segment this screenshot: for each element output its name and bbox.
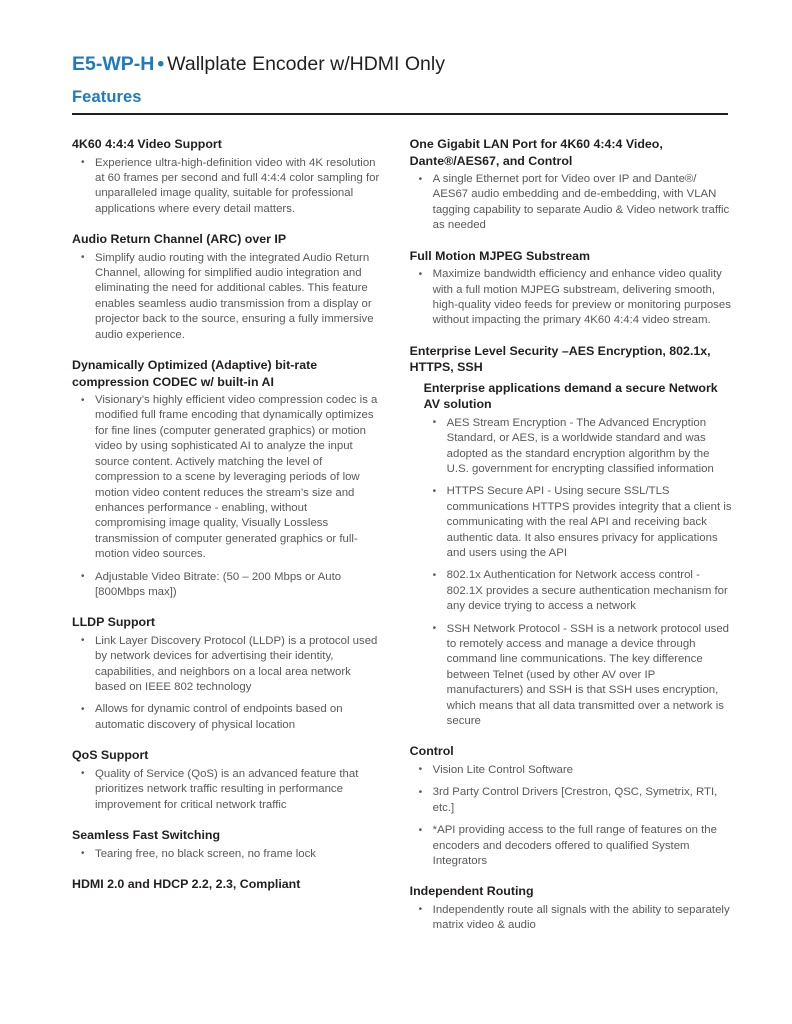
feature-block-independent-routing xyxy=(410,883,732,933)
list-item: • Visionary’s highly efficient video compression codec is a modified full frame encoding that dynamically optimizes for fine lines (computer generated graphics) or motion video by using sophisticated AI to analyze the input source content. Actively matching the level of compression to a scene by leveraging periods of low motion video content reduces the stream’s size and enhances performance - enabling, without compromising image quality, Visually Lossless transmission of computer generated graphics or full-motion video sources. xyxy=(72,393,380,562)
feature-bullet-list xyxy=(410,903,732,934)
list-item: • Adjustable Video Bitrate: (50 – 200 Mbps or Auto [800Mbps max]) xyxy=(72,570,380,601)
feature-heading: Full Motion MJPEG Substream xyxy=(409,248,591,263)
feature-block-dynamically-optimized-adaptive-bit-rate-compre xyxy=(72,357,380,600)
page-title xyxy=(72,52,728,76)
feature-heading: QoS Support xyxy=(72,748,149,763)
feature-bullet-list xyxy=(72,847,380,862)
list-item: • Independently route all signals with the ability to separately matrix video & audio xyxy=(410,903,732,934)
header-divider xyxy=(72,113,728,115)
feature-bullet-list xyxy=(410,267,732,329)
left-column xyxy=(72,136,380,934)
feature-bullet-list xyxy=(72,393,380,600)
list-item: • Experience ultra-high-definition video with 4K resolution at 60 frames per second and full 4:4:4 color sampling for unparalleled image quality, suitable for professional applications where every detail matters. xyxy=(72,156,380,218)
feature-block-enterprise-level-security-aes-encryption-802-1 xyxy=(410,343,732,730)
feature-bullet-list xyxy=(410,172,732,234)
list-item: • Link Layer Discovery Protocol (LLDP) is a protocol used by network devices for advertising their identity, capabilities, and neighbors on a local area network based on IEEE 802 technology xyxy=(72,634,380,696)
feature-bullet-list xyxy=(424,416,732,730)
feature-heading: Enterprise Level Security –AES Encryption, 802.1x, HTTPS, SSH xyxy=(409,343,711,375)
feature-heading: Independent Routing xyxy=(409,884,534,899)
feature-block-qos-support xyxy=(72,747,380,813)
list-item: • HTTPS Secure API - Using secure SSL/TLS communications HTTPS provides integrity that a client is communicating with the real API and receiving back authentic data. It also ensures privacy for applications and users using the API xyxy=(424,484,732,561)
title-separator: • xyxy=(157,53,165,75)
product-description: Wallplate Encoder w/HDMI Only xyxy=(167,53,445,75)
right-column xyxy=(410,136,732,934)
feature-bullet-list xyxy=(72,767,380,813)
feature-block-one-gigabit-lan-port-for-4k60-4-4-4-video-dant xyxy=(410,136,732,234)
feature-block-full-motion-mjpeg-substream xyxy=(410,248,732,329)
feature-heading: Audio Return Channel (ARC) over IP xyxy=(72,232,287,247)
feature-block-4k60-4-4-4-video-support xyxy=(72,136,380,217)
content-columns xyxy=(72,136,732,934)
feature-heading: One Gigabit LAN Port for 4K60 4:4:4 Video, Dante®/AES67, and Control xyxy=(409,137,663,168)
feature-block-seamless-fast-switching xyxy=(72,827,380,862)
list-item: • Tearing free, no black screen, no frame lock xyxy=(72,847,380,862)
section-heading-features: Features xyxy=(72,88,142,106)
list-item: • Simplify audio routing with the integrated Audio Return Channel, allowing for simplified audio integration and eliminating the need for additional cables. This feature enables seamless audio transmission from a display or projector back to the source, ensuring a fully immersive audio experience. xyxy=(72,251,380,343)
feature-bullet-list xyxy=(72,156,380,218)
feature-bullet-list xyxy=(72,634,380,733)
feature-block-lldp-support xyxy=(72,614,380,733)
product-model: E5-WP-H xyxy=(72,53,155,75)
feature-heading: 4K60 4:4:4 Video Support xyxy=(72,137,222,151)
feature-block-audio-return-channel-arc-over-ip xyxy=(72,231,380,343)
feature-heading: Dynamically Optimized (Adaptive) bit-rate compression CODEC w/ built-in AI xyxy=(72,358,318,389)
list-item: • Quality of Service (QoS) is an advanced feature that prioritizes network traffic resulting in performance improvement for critical network traffic xyxy=(72,767,380,813)
document-header xyxy=(72,52,728,115)
feature-heading: Control xyxy=(409,744,454,759)
feature-block-hdmi-2-0-and-hdcp-2-2-2-3-compliant xyxy=(72,876,380,893)
list-item: • 3rd Party Control Drivers [Crestron, QSC, Symetrix, RTI, etc.] xyxy=(410,785,732,816)
list-item: • AES Stream Encryption - The Advanced Encryption Standard, or AES, is a worldwide standard and was adopted as the standard encryption algorithm by the U.S. government for encrypting classified information xyxy=(424,416,732,478)
feature-subheading: Enterprise applications demand a secure Network AV solution xyxy=(423,380,718,412)
list-item: • Maximize bandwidth efficiency and enhance video quality with a full motion MJPEG substream, delivering smooth, high-quality video feeds for preview or monitoring purposes without impacting the primary 4K60 4:4:4 video stream. xyxy=(410,267,732,329)
list-item: • SSH Network Protocol - SSH is a network protocol used to remotely access and manage a device through command line communications. The key difference between Telnet (used by other AV over IP manufacturers) and SSH is that SSH uses encryption, which means that all data transmitted over a network is secure xyxy=(424,622,732,730)
list-item: • A single Ethernet port for Video over IP and Dante®/ AES67 audio embedding and de-embedding, with VLAN tagging capability to separate Audio & Video network traffic as needed xyxy=(410,172,732,234)
list-item: • *API providing access to the full range of features on the encoders and decoders offered to qualified System Integrators xyxy=(410,823,732,869)
feature-heading: Seamless Fast Switching xyxy=(72,828,221,842)
list-item: • 802.1x Authentication for Network access control - 802.1X provides a secure authentication mechanism for any device trying to access a network xyxy=(424,568,732,614)
feature-heading: LLDP Support xyxy=(72,615,156,630)
list-item: • Allows for dynamic control of endpoints based on automatic discovery of physical location xyxy=(72,702,380,733)
list-item: • Vision Lite Control Software xyxy=(410,763,732,778)
feature-block-control xyxy=(410,743,732,869)
feature-heading: HDMI 2.0 and HDCP 2.2, 2.3, Compliant xyxy=(72,876,301,891)
feature-bullet-list xyxy=(410,763,732,869)
feature-bullet-list xyxy=(72,251,380,343)
